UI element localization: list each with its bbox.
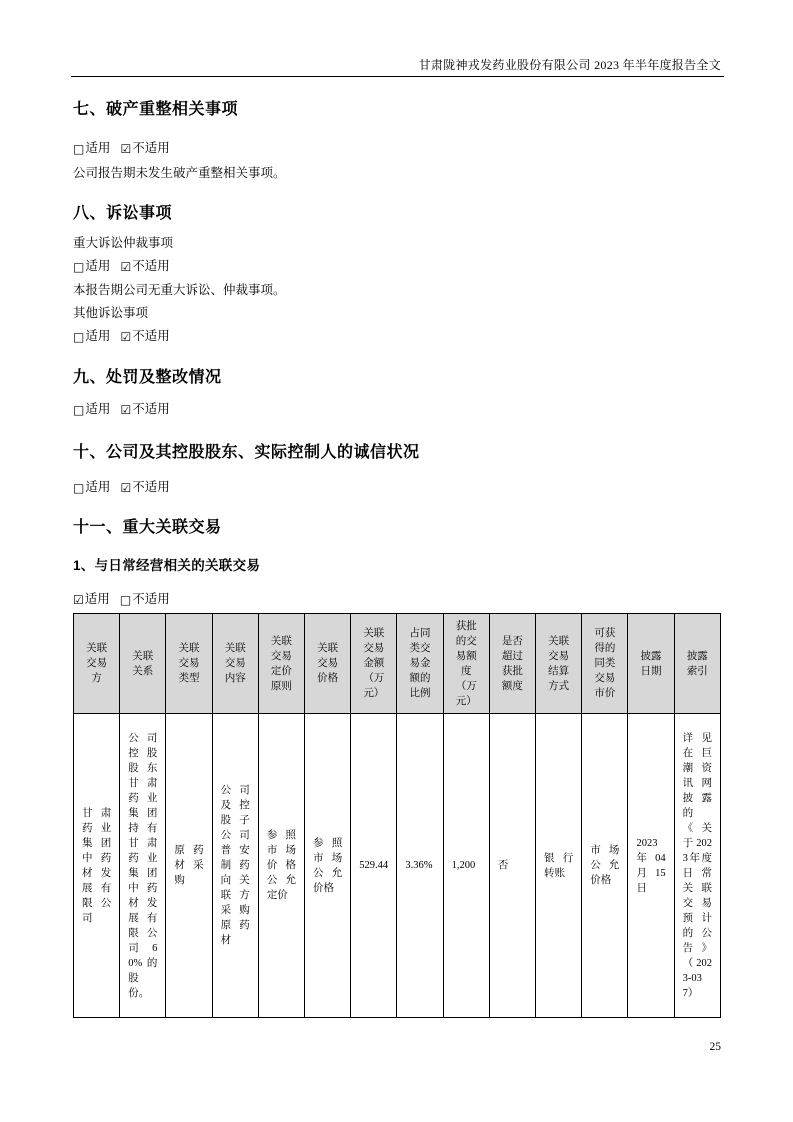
not-applicable-option xyxy=(120,592,170,606)
checkbox-label: 不适用 xyxy=(132,480,170,494)
section-heading-related-transactions: 十一、重大关联交易 xyxy=(73,519,222,536)
bankruptcy-note: 公司报告期未发生破产重整相关事项。 xyxy=(73,166,286,180)
not-applicable-option xyxy=(120,402,169,416)
subsection-heading-daily-transactions: 1、与日常经营相关的关联交易 xyxy=(73,558,261,573)
checkbox-label: 适用 xyxy=(85,329,111,343)
section-heading-penalties: 九、处罚及整改情况 xyxy=(73,369,222,386)
checkbox-checked-icon: ☑ xyxy=(120,402,132,417)
checkbox-label: 不适用 xyxy=(132,141,170,155)
cell-proportion: 3.36% xyxy=(397,714,443,1018)
col-header-over-quota: 是否超过获批额度 xyxy=(489,614,535,714)
col-header-proportion: 占同类交易金额的比例 xyxy=(397,614,443,714)
not-applicable-option xyxy=(120,329,169,343)
checkbox-checked-icon: ☑ xyxy=(120,480,132,495)
cell-transaction-type: 原药材采购 xyxy=(166,714,212,1018)
checkbox-label: 不适用 xyxy=(132,259,170,273)
col-header-transaction-amount: 关联交易金额（万元） xyxy=(351,614,397,714)
checkbox-label: 适用 xyxy=(84,592,110,606)
checkbox-checked-icon: ☑ xyxy=(120,329,132,344)
checkbox-label: 不适用 xyxy=(132,402,170,416)
section-heading-bankruptcy: 七、破产重整相关事项 xyxy=(73,101,239,118)
cell-relationship: 公司控股股东甘肃药业集团持有甘肃药业集团中药材发展有限公司60%的股份。 xyxy=(120,714,166,1018)
checkbox-label: 适用 xyxy=(85,402,111,416)
other-litigation-subtitle: 其他诉讼事项 xyxy=(73,306,149,320)
cell-transaction-content: 公司及控股子公司普安制药向关联方采购原药材 xyxy=(212,714,258,1018)
col-header-transaction-content: 关联交易内容 xyxy=(212,614,258,714)
col-header-pricing-principle: 关联交易定价原则 xyxy=(258,614,304,714)
not-applicable-option xyxy=(120,259,169,273)
applicability-line-penalties xyxy=(73,402,721,417)
applicability-line-bankruptcy xyxy=(73,141,721,156)
not-applicable-option xyxy=(120,480,169,494)
section-heading-litigation: 八、诉讼事项 xyxy=(73,205,173,222)
checkbox-checked-icon: ☑ xyxy=(120,141,132,156)
related-transactions-table xyxy=(73,613,721,1018)
major-litigation-subtitle: 重大诉讼仲裁事项 xyxy=(73,236,174,250)
applicable-option xyxy=(73,480,110,494)
cell-settlement-method: 银行转账 xyxy=(536,714,582,1018)
cell-approved-quota: 1,200 xyxy=(443,714,489,1018)
col-header-related-party: 关联交易方 xyxy=(74,614,120,714)
checkbox-label: 适用 xyxy=(85,259,111,273)
checkbox-unchecked-icon: □ xyxy=(73,329,85,344)
checkbox-unchecked-icon: □ xyxy=(73,141,85,156)
cell-market-price: 市场公允价格 xyxy=(582,714,628,1018)
applicability-line-major-litigation xyxy=(73,259,721,274)
cell-transaction-price: 参照市场公允价格 xyxy=(305,714,351,1018)
col-header-relationship: 关联关系 xyxy=(120,614,166,714)
checkbox-label: 适用 xyxy=(85,141,111,155)
section-heading-integrity: 十、公司及其控股股东、实际控制人的诚信状况 xyxy=(73,444,420,461)
checkbox-unchecked-icon: □ xyxy=(73,259,85,274)
checkbox-label: 不适用 xyxy=(132,592,170,606)
checkbox-checked-icon: ☑ xyxy=(73,592,84,607)
table-row xyxy=(74,714,721,1018)
col-header-market-price: 可获得的同类交易市价 xyxy=(582,614,628,714)
applicable-option xyxy=(73,592,110,606)
col-header-disclosure-date: 披露日期 xyxy=(628,614,674,714)
applicable-option xyxy=(73,329,110,343)
header-rule xyxy=(71,76,724,77)
applicability-line-other-litigation xyxy=(73,329,721,344)
checkbox-unchecked-icon: □ xyxy=(73,480,85,495)
checkbox-unchecked-icon: □ xyxy=(73,402,85,417)
cell-transaction-amount: 529.44 xyxy=(351,714,397,1018)
col-header-approved-quota: 获批的交易额度（万元） xyxy=(443,614,489,714)
checkbox-label: 不适用 xyxy=(132,329,170,343)
applicable-option xyxy=(73,402,110,416)
col-header-transaction-price: 关联交易价格 xyxy=(305,614,351,714)
col-header-transaction-type: 关联交易类型 xyxy=(166,614,212,714)
applicable-option xyxy=(73,141,110,155)
applicability-line-integrity xyxy=(73,480,721,495)
cell-pricing-principle: 参照市场价格公允定价 xyxy=(258,714,304,1018)
cell-related-party: 甘肃药业集团中药材发展有限公司 xyxy=(74,714,120,1018)
col-header-settlement-method: 关联交易结算方式 xyxy=(536,614,582,714)
page-header-title: 甘肃陇神戎发药业股份有限公司 2023 年半年度报告全文 xyxy=(418,58,721,72)
applicability-line-daily-transactions xyxy=(73,592,721,607)
checkbox-unchecked-icon: □ xyxy=(119,592,132,607)
table-header-row xyxy=(74,614,721,714)
checkbox-label: 适用 xyxy=(85,480,111,494)
cell-disclosure-date: 2023年04月15日 xyxy=(628,714,674,1018)
checkbox-checked-icon: ☑ xyxy=(120,259,132,274)
col-header-disclosure-index: 披露索引 xyxy=(674,614,720,714)
not-applicable-option xyxy=(120,141,169,155)
page-number: 25 xyxy=(709,1041,721,1053)
cell-disclosure-index: 详见在巨潮资讯网披露的《关于2023年度日常关联交易预计的公告》（2023-037） xyxy=(674,714,720,1018)
litigation-note: 本报告期公司无重大诉讼、仲裁事项。 xyxy=(73,283,286,297)
cell-over-quota: 否 xyxy=(489,714,535,1018)
applicable-option xyxy=(73,259,110,273)
